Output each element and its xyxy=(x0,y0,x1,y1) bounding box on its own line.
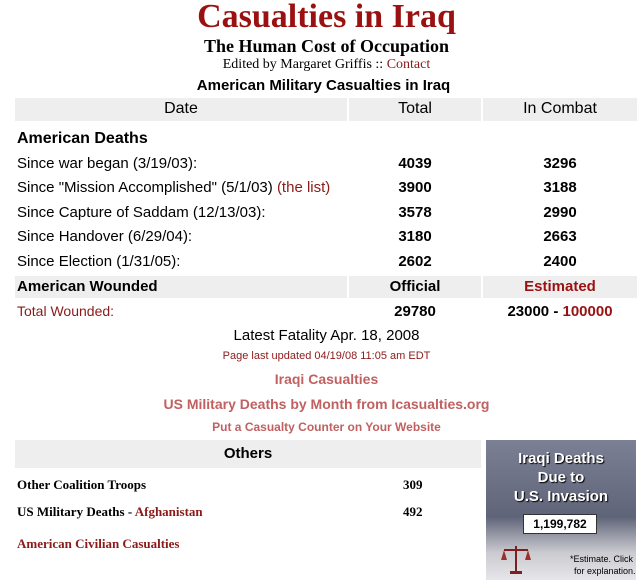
site-subtitle: The Human Cost of Occupation xyxy=(203,36,450,56)
deaths-row-total: 3180 xyxy=(398,228,432,245)
banner-count: 1,199,782 xyxy=(523,514,597,534)
wounded-estimated-label: Estimated xyxy=(524,278,596,295)
banner-title-2: Due to xyxy=(537,469,585,486)
deaths-row-label: Since war began (3/19/03): xyxy=(17,155,198,172)
deaths-row-label: Since Handover (6/29/04): xyxy=(17,228,193,245)
deaths-row-combat: 2663 xyxy=(543,228,577,245)
deaths-row-total: 3900 xyxy=(398,179,432,196)
contact-link[interactable]: Contact xyxy=(386,57,431,72)
banner-note-1: *Estimate. Click xyxy=(570,554,634,564)
others-heading: Others xyxy=(223,445,273,462)
total-wounded-link[interactable]: Total Wounded: xyxy=(17,303,115,319)
deaths-row-total: 4039 xyxy=(398,155,432,172)
deaths-row-label: Since Election (1/31/05): xyxy=(17,253,181,270)
afghanistan-link[interactable]: Afghanistan xyxy=(134,504,203,519)
wounded-estimated-value xyxy=(483,303,637,320)
others-row-value: 492 xyxy=(403,504,423,519)
banner-note-2: for explanation. xyxy=(574,566,636,576)
col-total-label: Total xyxy=(398,100,432,117)
separator: :: xyxy=(375,57,384,72)
deaths-row-total: 2602 xyxy=(398,253,432,270)
casualty-counter-link[interactable]: Put a Casualty Counter on Your Website xyxy=(212,420,441,434)
us-by-month-link[interactable]: US Military Deaths by Month from Icasualties.org xyxy=(163,396,490,412)
col-combat-label: In Combat xyxy=(523,100,597,117)
section-title: American Military Casualties in Iraq xyxy=(196,77,451,94)
wounded-official-label: Official xyxy=(389,278,441,295)
last-updated: Page last updated 04/19/08 11:05 am EDT xyxy=(222,350,431,362)
deaths-row-combat: 2990 xyxy=(543,204,577,221)
others-row-label xyxy=(17,504,203,520)
deaths-row-text: Since "Mission Accomplished" (5/1/03) xyxy=(17,179,273,196)
banner-title-3: U.S. Invasion xyxy=(513,488,609,505)
latest-fatality: Latest Fatality Apr. 18, 2008 xyxy=(233,327,420,344)
col-date-label: Date xyxy=(164,100,198,117)
wounded-estimated-high-link[interactable]: 100000 xyxy=(562,303,613,320)
others-row-label: Other Coalition Troops xyxy=(17,477,147,492)
deaths-row-combat: 2400 xyxy=(543,253,577,270)
iraqi-casualties-link[interactable]: Iraqi Casualties xyxy=(274,371,379,387)
site-title: Casualties in Iraq xyxy=(197,0,456,35)
editor-line xyxy=(0,57,643,73)
others-row-prefix: US Military Deaths - xyxy=(17,504,133,519)
deaths-row-label xyxy=(17,179,330,196)
deaths-heading: American Deaths xyxy=(17,130,148,147)
iraqi-deaths-banner[interactable] xyxy=(486,440,636,580)
wounded-official-value: 29780 xyxy=(394,303,436,320)
the-list-link[interactable]: (the list) xyxy=(276,179,331,196)
wounded-heading: American Wounded xyxy=(17,278,158,295)
deaths-row-combat: 3188 xyxy=(543,179,577,196)
deaths-row-label: Since Capture of Saddam (12/13/03): xyxy=(17,204,266,221)
edited-by-text: Edited by Margaret Griffis xyxy=(222,57,372,72)
civilian-casualties-link[interactable]: American Civilian Casualties xyxy=(17,536,180,551)
scales-icon xyxy=(500,542,532,576)
wounded-estimated-low: 23000 - xyxy=(507,303,559,320)
deaths-row-total: 3578 xyxy=(398,204,432,221)
banner-title-1: Iraqi Deaths xyxy=(518,450,604,467)
others-row-value: 309 xyxy=(403,477,423,492)
deaths-row-combat: 3296 xyxy=(543,155,577,172)
